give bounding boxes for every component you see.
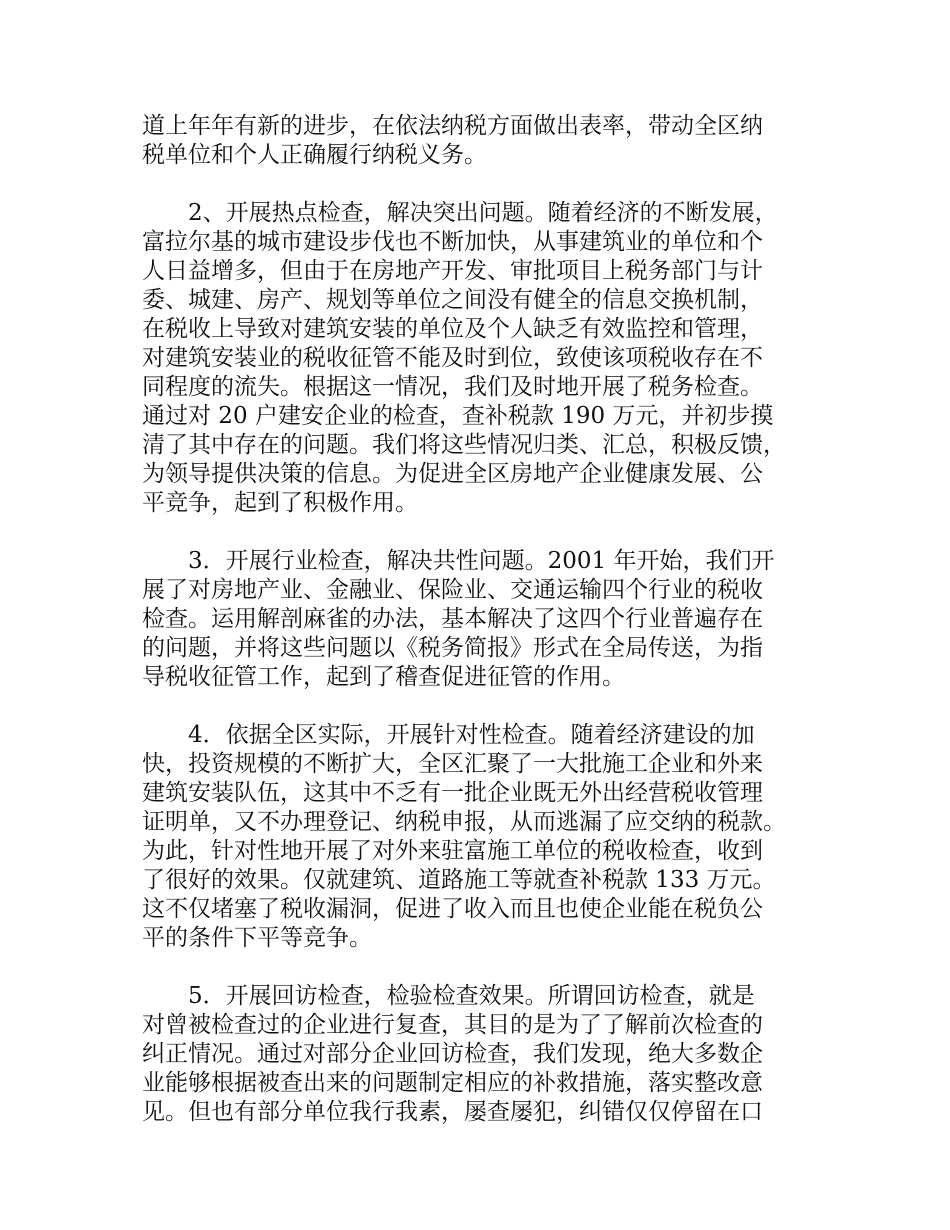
text-line: 检查。运用解剖麻雀的办法，基本解决了这四个行业普遍存在: [142, 606, 763, 632]
text-line: 税单位和个人正确履行纳税义务。: [142, 142, 487, 168]
text-line: 展了对房地产业、金融业、保险业、交通运输四个行业的税收: [142, 577, 763, 603]
paragraph-followup-inspection: [142, 982, 814, 1127]
text-line: 在税收上导致对建筑安装的单位及个人缺乏有效监控和管理，: [142, 316, 763, 342]
text-line: 了很好的效果。仅就建筑、道路施工等就查补税款 133 万元。: [142, 867, 776, 893]
text-line: 2、开展热点检查，解决突出问题。随着经济的不断发展，: [142, 200, 778, 226]
text-line: 平竞争，起到了积极作用。: [142, 490, 418, 516]
text-line: 5．开展回访检查，检验检查效果。所谓回访检查，就是: [142, 983, 755, 1009]
text-line: 通过对 20 户建安企业的检查，查补税款 190 万元，并初步摸: [142, 403, 774, 429]
text-line: 对曾被检查过的企业进行复查，其目的是为了了解前次检查的: [142, 1012, 763, 1038]
text-line: 的问题，并将这些问题以《税务简报》形式在全局传送，为指: [142, 635, 763, 661]
text-line: 纠正情况。通过对部分企业回访检查，我们发现，绝大多数企: [142, 1041, 763, 1067]
text-line: 人日益增多，但由于在房地产开发、审批项目上税务部门与计: [142, 258, 763, 284]
paragraph-continuation: [142, 112, 814, 170]
paragraph-industry-inspection: [142, 547, 814, 692]
text-line: 见。但也有部分单位我行我素，屡查屡犯，纠错仅仅停留在口: [142, 1099, 763, 1125]
text-line: 为领导提供决策的信息。为促进全区房地产企业健康发展、公: [142, 461, 763, 487]
document-body: [142, 112, 814, 1156]
text-line: 4．依据全区实际，开展针对性检查。随着经济建设的加: [142, 722, 755, 748]
text-line: 3．开展行业检查，解决共性问题。2001 年开始，我们开: [142, 548, 775, 574]
text-line: 建筑安装队伍，这其中不乏有一批企业既无外出经营税收管理: [142, 780, 763, 806]
text-line: 道上年年有新的进步，在依法纳税方面做出表率，带动全区纳: [142, 113, 763, 139]
text-line: 业能够根据被查出来的问题制定相应的补救措施，落实整改意: [142, 1070, 763, 1096]
paragraph-targeted-inspection: [142, 721, 814, 953]
text-line: 平的条件下平等竞争。: [142, 925, 372, 951]
text-line: 富拉尔基的城市建设步伐也不断加快，从事建筑业的单位和个: [142, 229, 763, 255]
text-line: 对建筑安装业的税收征管不能及时到位，致使该项税收存在不: [142, 345, 763, 371]
text-line: 同程度的流失。根据这一情况，我们及时地开展了税务检查。: [142, 374, 763, 400]
text-line: 快，投资规模的不断扩大，全区汇聚了一大批施工企业和外来: [142, 751, 763, 777]
text-line: 这不仅堵塞了税收漏洞，促进了收入而且也使企业能在税负公: [142, 896, 763, 922]
text-line: 为此，针对性地开展了对外来驻富施工单位的税收检查，收到: [142, 838, 763, 864]
text-line: 清了其中存在的问题。我们将这些情况归类、汇总，积极反馈，: [142, 432, 786, 458]
paragraph-hotspot-inspection: [142, 199, 814, 518]
text-line: 证明单，又不办理登记、纳税申报，从而逃漏了应交纳的税款。: [142, 809, 786, 835]
text-line: 委、城建、房产、规划等单位之间没有健全的信息交换机制，: [142, 287, 763, 313]
text-line: 导税收征管工作，起到了稽查促进征管的作用。: [142, 664, 625, 690]
